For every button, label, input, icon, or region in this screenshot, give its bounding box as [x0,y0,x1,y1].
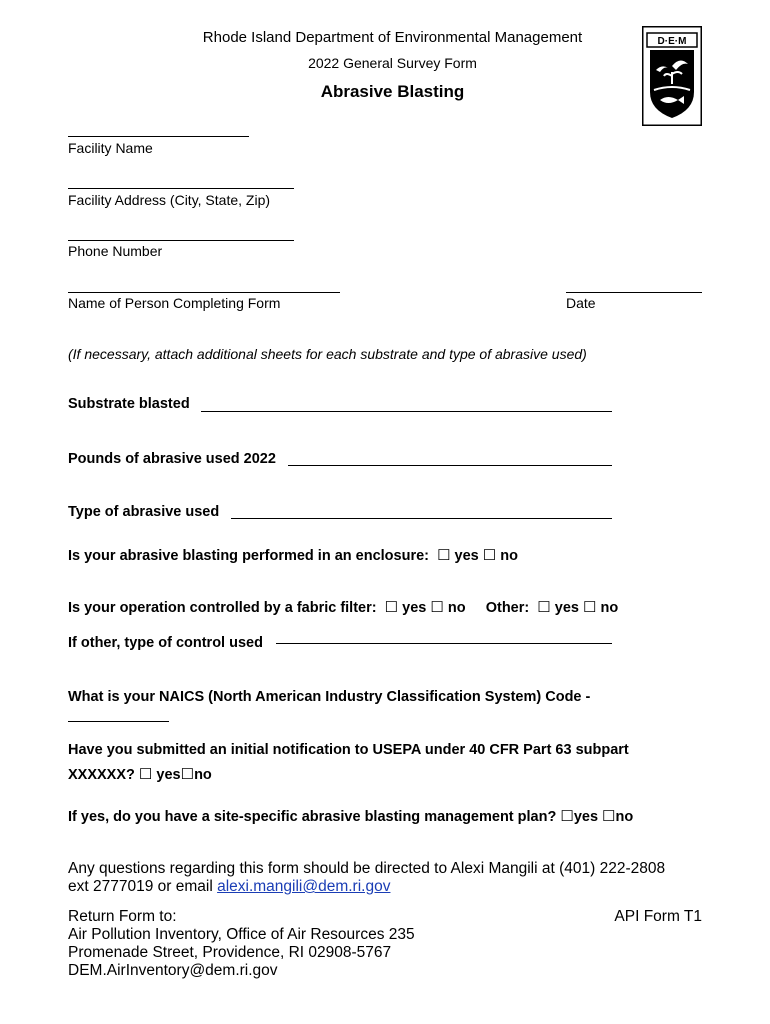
contact-text-line1: Any questions regarding this form should be directed to Alexi Mangili at (401) 222-2808 [68,860,666,877]
usepa-question-line1: Have you submitted an initial notification to USEPA under 40 CFR Part 63 subpart [68,742,629,758]
mgmt-plan-question: If yes, do you have a site-specific abrasive blasting management plan? ☐yes ☐no [68,808,634,825]
usepa-no-checkbox[interactable]: ☐ [180,766,195,783]
facility-name-label: Facility Name [68,140,153,156]
other-no-checkbox[interactable]: ☐ [583,599,597,616]
fabric-yes-label: yes [402,600,427,616]
enclosure-yes-checkbox[interactable]: ☐ [437,547,451,564]
contact-text-line2: ext 2777019 or email alexi.mangili@dem.ri.gov [68,878,391,895]
facility-address-label: Facility Address (City, State, Zip) [68,192,271,208]
agency-name: Rhode Island Department of Environmental Management [202,29,583,46]
enclosure-no-checkbox[interactable]: ☐ [482,547,497,564]
enclosure-yes-label: yes [454,548,479,564]
person-line[interactable] [68,292,340,293]
other-yes-label: yes [554,600,579,616]
fabric-no-checkbox[interactable]: ☐ [430,599,444,616]
mgmt-yes-label: yes [573,809,599,825]
naics-line[interactable] [68,721,169,722]
enclosure-no-label: no [500,548,518,564]
other-control-line[interactable] [276,643,612,644]
return-label: Return Form to: [68,908,177,925]
enclosure-question: Is your abrasive blasting performed in an enclosure: ☐ yes ☐ no [68,547,518,564]
facility-address-line[interactable] [68,188,294,189]
mgmt-no-checkbox[interactable]: ☐ [602,808,616,825]
substrate-label: Substrate blasted [68,396,190,412]
mgmt-yes-checkbox[interactable]: ☐ [560,808,574,825]
date-label: Date [566,295,596,311]
person-label: Name of Person Completing Form [68,295,281,311]
return-address [68,908,415,980]
substrate-line[interactable] [201,411,612,412]
instruction-note: (If necessary, attach additional sheets for each substrate and type of abrasive used) [68,346,587,362]
other-label: Other: [485,600,530,616]
pounds-line[interactable] [288,465,612,466]
logo-text: D·E·M [657,36,687,47]
form-title: 2022 General Survey Form [308,55,477,71]
facility-name-line[interactable] [68,136,249,137]
fabric-no-label: no [447,600,466,616]
mgmt-no-label: no [615,809,634,825]
phone-line[interactable] [68,240,294,241]
usepa-yes-checkbox[interactable]: ☐ [138,766,153,783]
phone-label: Phone Number [68,243,163,259]
return-line1: Air Pollution Inventory, Office of Air Resources 235 [68,926,415,943]
form-id: API Form T1 [614,908,702,925]
abrasive-type-label: Type of abrasive used [68,504,220,520]
usepa-question-line2: XXXXXX? ☐ yes☐no [68,766,212,783]
other-control-label: If other, type of control used [68,635,263,651]
other-no-label: no [600,600,619,616]
usepa-no-label: no [194,767,212,783]
section-title: Abrasive Blasting [320,82,465,101]
return-line2: Promenade Street, Providence, RI 02908-5767 [68,944,392,961]
date-line[interactable] [566,292,702,293]
fabric-filter-question: Is your operation controlled by a fabric filter: ☐ yes ☐ no Other: ☐ yes ☐ no [68,599,619,616]
naics-question: What is your NAICS (North American Industry Classification System) Code - [68,689,591,705]
abrasive-type-line[interactable] [231,518,612,519]
return-line3: DEM.AirInventory@dem.ri.gov [68,962,278,979]
other-yes-checkbox[interactable]: ☐ [537,599,551,616]
contact-email-link[interactable]: alexi.mangili@dem.ri.gov [217,878,391,895]
fabric-yes-checkbox[interactable]: ☐ [384,599,399,616]
pounds-label: Pounds of abrasive used 2022 [68,451,276,467]
dem-logo [642,26,702,126]
usepa-yes-label: yes [156,767,181,783]
